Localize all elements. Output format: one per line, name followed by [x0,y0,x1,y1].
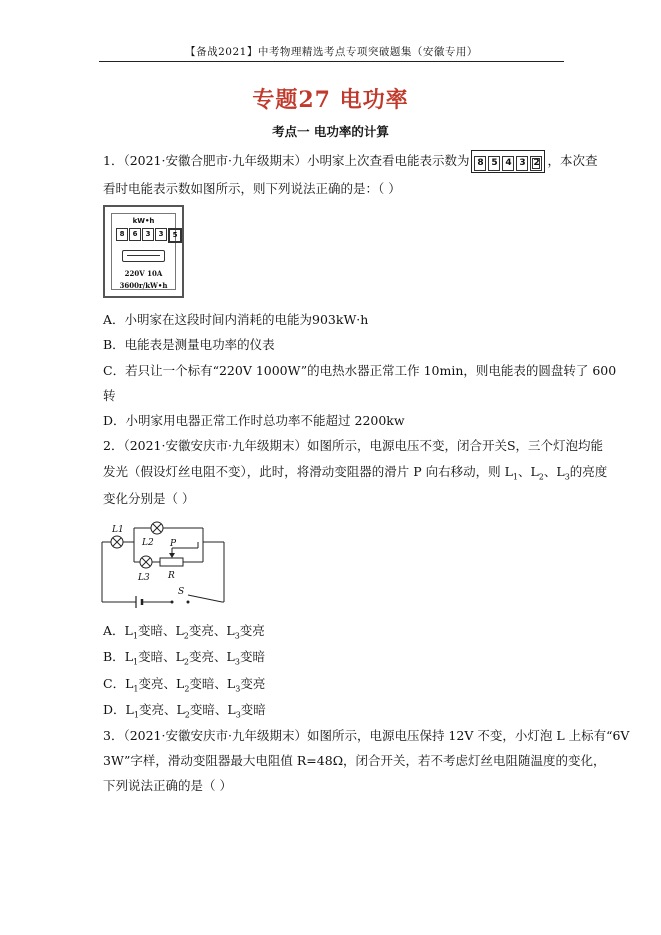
option-state: 变亮 [240,676,266,691]
label-l3: L3 [138,573,150,583]
q2-line3: 变化分别是（ ） [103,491,195,506]
slider-arrow-icon [169,553,175,558]
q1-option-a: A．小明家在这段时间内消耗的电能为903kW·h [103,312,369,327]
meter-digit: 3 [142,228,154,241]
q2-line2: 发光（假设灯丝电阻不变），此时，将滑动变阻器的滑片 P 向右移动，则 $L_1$、$L_2$、$L_3$的亮度 [103,464,608,482]
q2-line2-text: 发光（假设灯丝电阻不变），此时，将滑动变阻器的滑片 P 向右移动，则 L [103,464,513,479]
option-state: 变亮 [188,623,214,638]
q1-line1 [103,150,597,173]
q2-line1: 2．（2021·安徽安庆市·九年级期末）如图所示，电源电压不变，闭合开关S，三个灯泡均能 [103,438,604,453]
meter-reading [116,228,183,243]
option-state: 变暗 [240,702,266,717]
label-l2: L2 [142,538,154,548]
option-state: 变亮 [138,676,164,691]
option-letter: C． [103,676,126,691]
option-state: 变暗 [137,623,163,638]
header-divider [99,61,564,62]
option-state: 变亮 [138,702,164,717]
circuit-diagram [98,518,233,608]
q1-digit: 3 [516,156,528,171]
q1-option-b: B．电能表是测量电功率的仪表 [103,337,275,352]
q2-option-a: A．$L_1$变暗、$L_2$变亮、$L_3$变亮 [103,623,265,641]
meter-digit-decimal: 5 [168,228,182,243]
option-state: 变暗 [239,649,265,664]
meter-digit: 3 [155,228,167,241]
q1-line1-text: 1．（2021·安徽合肥市·九年级期末）小明家上次查看电能表示数为 [103,153,470,168]
switch-icon [171,601,174,604]
label-l1: L1 [112,525,124,535]
q2-option-c: C．$L_1$变亮、$L_2$变暗、$L_3$变亮 [103,676,266,694]
option-letter: A． [103,623,125,638]
q3-line1: 3．（2021·安徽安庆市·九年级期末）如图所示，电源电压保持 12V 不变，小灯泡 L 上标有“6V [103,728,630,743]
option-state: 变暗 [189,676,215,691]
energy-meter-figure [103,205,184,298]
q2-option-b: B．$L_1$变暗、$L_2$变亮、$L_3$变暗 [103,649,265,667]
page-header: 【备战2021】中考物理精选考点专项突破题集（安徽专用） [185,46,478,58]
q1-line2: 看时电能表示数如图所示，则下列说法正确的是：（ ） [103,181,401,196]
q2-line2-end: 的亮度 [569,464,608,479]
q1-digit: 8 [474,156,486,171]
option-state: 变亮 [239,623,265,638]
option-state: 变暗 [138,649,164,664]
q2-option-d: D．$L_1$变亮、$L_2$变暗、$L_3$变暗 [103,702,266,720]
q1-previous-reading [471,150,545,173]
q3-line3: 下列说法正确的是（ ） [103,778,232,793]
page-title: 专题27 电功率 [252,87,409,113]
meter-digit: 6 [129,228,141,241]
rheostat-icon [160,558,183,566]
q1-option-d: D．小明家用电器正常工作时总功率不能超过 2200kw [103,413,405,428]
q1-line1-end: ，本次查 [547,153,598,168]
section-subtitle: 考点一 电功率的计算 [272,124,389,139]
meter-constant: 3600r/kW•h [119,281,168,290]
meter-rotating-disc [122,250,165,262]
q1-digit: 4 [502,156,514,171]
label-p: P [170,539,177,549]
label-r: R [168,571,175,581]
label-s: S [178,587,185,597]
q1-digit: 5 [488,156,500,171]
meter-unit: kW•h [132,217,155,225]
q1-option-c: C．若只让一个标有“220V 1000W”的电热水器正常工作 10min，则电能表的圆盘转了 600 [103,363,617,378]
q3-line2: 3W”字样，滑动变阻器最大电阻值 R=48Ω，闭合开关，若不考虑灯丝电阻随温度的变化， [103,753,606,768]
option-state: 变暗 [189,702,215,717]
energy-meter-panel [111,213,176,290]
option-letter: B． [103,649,125,664]
meter-rating: 220V 10A [124,269,163,278]
meter-digit: 8 [116,228,128,241]
q1-digit-decimal: 2 [530,156,542,171]
q1-option-c-cont: 转 [103,388,116,403]
option-letter: D． [103,702,126,717]
option-state: 变亮 [189,649,215,664]
